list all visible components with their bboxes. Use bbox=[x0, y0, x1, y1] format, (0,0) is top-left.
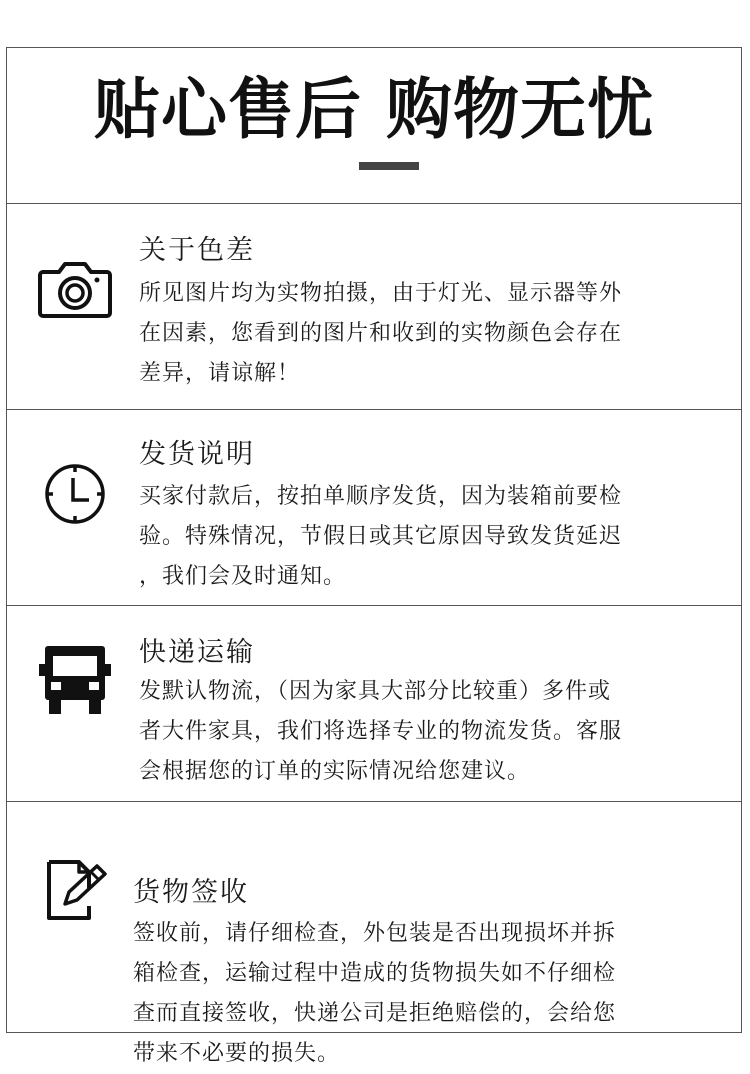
section-color-difference bbox=[7, 204, 741, 410]
body-line: 差异，请谅解！ bbox=[139, 361, 301, 386]
section-title: 货物签收 bbox=[133, 877, 249, 908]
section-express-delivery bbox=[7, 606, 741, 802]
title-underline bbox=[359, 162, 419, 170]
section-title: 关于色差 bbox=[139, 235, 255, 266]
section-body bbox=[139, 274, 719, 394]
body-line: 验。特殊情况，节假日或其它原因导致发货延迟 bbox=[139, 524, 623, 549]
after-sales-card bbox=[6, 47, 742, 1066]
section-shipping-notes bbox=[7, 410, 741, 606]
section-title: 快递运输 bbox=[139, 637, 255, 668]
body-line: 签收前，请仔细检查，外包装是否出现损坏并拆 bbox=[133, 921, 617, 946]
clock-icon bbox=[37, 456, 113, 532]
camera-icon bbox=[37, 250, 113, 326]
header bbox=[7, 48, 741, 204]
body-line: 买家付款后，按拍单顺序发货，因为装箱前要检 bbox=[139, 484, 623, 509]
section-body bbox=[139, 672, 719, 792]
body-line: 带来不必要的损失。 bbox=[133, 1041, 341, 1066]
section-title: 发货说明 bbox=[139, 439, 255, 470]
body-line: 者大件家具，我们将选择专业的物流发货。客服 bbox=[139, 719, 623, 744]
section-goods-receipt bbox=[7, 802, 741, 1066]
body-line: 箱检查，运输过程中造成的货物损失如不仔细检 bbox=[133, 961, 617, 986]
sign-document-icon bbox=[43, 856, 113, 926]
body-line: 在因素，您看到的图片和收到的实物颜色会存在 bbox=[139, 321, 623, 346]
body-line: 会根据您的订单的实际情况给您建议。 bbox=[139, 759, 531, 784]
body-line: 所见图片均为实物拍摄，由于灯光、显示器等外 bbox=[139, 281, 623, 306]
section-body bbox=[139, 477, 719, 597]
page-title: 贴心售后 购物无忧 bbox=[94, 71, 654, 148]
truck-icon bbox=[37, 642, 113, 718]
body-line: 发默认物流，（因为家具大部分比较重）多件或 bbox=[139, 679, 612, 704]
section-body bbox=[133, 914, 713, 1074]
body-line: ，我们会及时通知。 bbox=[139, 564, 347, 589]
body-line: 查而直接签收，快递公司是拒绝赔偿的，会给您 bbox=[133, 1001, 617, 1026]
